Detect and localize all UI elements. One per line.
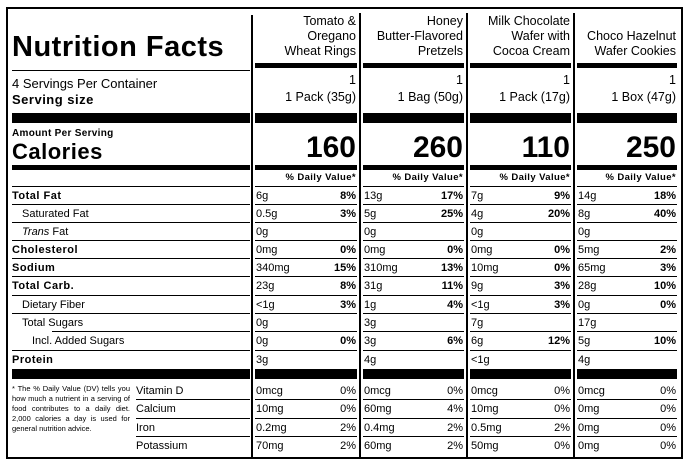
vitamin-daily-value: 2% <box>340 422 356 434</box>
nutrient-daily-value: 9% <box>554 190 570 202</box>
nutrient-daily-value: 3% <box>554 280 570 292</box>
vitamin-amount: 0.2mg <box>256 422 287 434</box>
nutrient-amount: 4g <box>364 354 377 366</box>
vitamin-daily-value: 0% <box>554 385 570 397</box>
nutrient-daily-value: 3% <box>554 299 570 311</box>
product-serving-size: 1 Box (47g) <box>611 90 676 104</box>
nutrient-value-row <box>471 205 570 223</box>
nutrient-value-row <box>256 223 356 241</box>
nutrient-value-row <box>256 277 356 295</box>
nutrient-amount: 310mg <box>364 262 398 274</box>
vitamin-row-label <box>136 419 250 437</box>
title-divider <box>12 70 250 71</box>
thick-divider <box>363 113 464 123</box>
vitamin-name: Potassium <box>136 440 188 452</box>
vitamin-amount: 0.4mg <box>364 422 395 434</box>
nutrient-daily-value: 8% <box>340 280 356 292</box>
product-name-line: Cocoa Cream <box>492 44 570 58</box>
product-column <box>362 9 465 457</box>
nutrient-row-label <box>12 223 250 241</box>
nutrient-amount: 0g <box>364 226 377 238</box>
nutrient-daily-value: 0% <box>340 335 356 347</box>
vitamin-value-row <box>256 400 356 418</box>
nutrient-row-label <box>12 277 250 295</box>
vitamin-daily-value: 0% <box>447 385 463 397</box>
product-header-divider <box>363 63 464 68</box>
nutrient-name: Cholesterol <box>12 244 79 256</box>
nutrient-amount: 7g <box>471 317 484 329</box>
nutrient-amount: <1g <box>256 299 275 311</box>
nutrient-amount: 9g <box>471 280 484 292</box>
nutrient-value-row <box>364 277 463 295</box>
nutrient-daily-value: 4% <box>447 299 463 311</box>
nutrient-amount: 4g <box>578 354 591 366</box>
nutrient-amount: 23g <box>256 280 275 292</box>
nutrient-amount: 0g <box>256 335 269 347</box>
nutrient-name: Total Carb. <box>12 280 75 292</box>
nutrient-amount: 0g <box>471 226 484 238</box>
nutrient-value-row <box>578 314 676 332</box>
vitamin-daily-value: 4% <box>447 403 463 415</box>
product-name-line: Tomato & <box>303 14 356 28</box>
nutrient-value-row <box>471 314 570 332</box>
thick-divider-bottom <box>470 369 571 379</box>
nutrient-daily-value: 13% <box>440 262 463 274</box>
vitamin-value-row <box>578 382 676 400</box>
nutrient-value-row <box>471 296 570 314</box>
nutrient-daily-value: 40% <box>653 208 676 220</box>
nutrient-value-row <box>578 205 676 223</box>
nutrient-value-row <box>578 351 676 369</box>
nutrient-row-label <box>12 314 250 332</box>
nutrient-value-row <box>578 332 676 350</box>
vitamin-value-row <box>364 437 463 455</box>
nutrient-value-row <box>256 187 356 205</box>
vitamin-daily-value: 2% <box>447 440 463 452</box>
product-name-line: Oregano <box>307 29 356 43</box>
nutrient-value-row <box>364 205 463 223</box>
vitamin-amount: 0mg <box>578 422 600 434</box>
nutrient-value-row <box>471 241 570 259</box>
nutrient-value-row <box>578 223 676 241</box>
nutrient-row-label <box>12 296 250 314</box>
nutrient-amount: 0mg <box>256 244 278 256</box>
vitamin-daily-value: 0% <box>660 422 676 434</box>
thick-divider <box>255 113 357 123</box>
product-calories: 110 <box>521 131 570 164</box>
product-name-line: Choco Hazelnut <box>587 29 676 43</box>
vitamin-value-row <box>471 419 570 437</box>
nutrient-amount: 0.5g <box>256 208 278 220</box>
medium-divider <box>577 165 677 170</box>
vitamin-daily-value: 2% <box>447 422 463 434</box>
nutrient-value-row <box>471 277 570 295</box>
vitamin-value-row <box>364 419 463 437</box>
nutrient-value-row <box>364 296 463 314</box>
nutrient-daily-value: 25% <box>440 208 463 220</box>
nutrient-daily-value: 0% <box>447 244 463 256</box>
nutrient-amount: 0mg <box>364 244 386 256</box>
product-header-divider <box>255 63 357 68</box>
amount-per-serving: Amount Per Serving <box>12 128 114 139</box>
medium-divider <box>363 165 464 170</box>
product-name-line: Honey <box>426 14 463 28</box>
serving-size-label: Serving size <box>12 92 94 107</box>
product-name-line: Pretzels <box>417 44 463 58</box>
product-name-line: Butter-Flavored <box>376 29 463 43</box>
nutrient-amount: 3g <box>364 317 377 329</box>
thick-divider <box>12 113 250 123</box>
medium-divider <box>470 165 571 170</box>
nutrient-value-row <box>364 223 463 241</box>
nutrient-daily-value: 10% <box>653 280 676 292</box>
nutrient-name: Sodium <box>12 262 56 274</box>
product-servings: 1 <box>563 73 570 87</box>
nutrient-amount: 14g <box>578 190 597 202</box>
nutrient-amount: 6g <box>256 190 269 202</box>
nutrient-daily-value: 3% <box>340 299 356 311</box>
nutrient-name: Dietary Fiber <box>22 299 85 311</box>
nutrient-value-row <box>578 187 676 205</box>
nutrient-value-row <box>364 187 463 205</box>
vitamin-amount: 0mcg <box>256 385 283 397</box>
nutrient-amount: 4g <box>471 208 484 220</box>
column-separator <box>359 13 361 457</box>
nutrient-amount: 0g <box>578 226 591 238</box>
column-separator <box>251 15 253 457</box>
product-column <box>254 9 358 457</box>
nutrient-amount: 3g <box>256 354 269 366</box>
vitamin-value-row <box>256 419 356 437</box>
nutrient-value-row <box>578 241 676 259</box>
nutrient-value-row <box>471 351 570 369</box>
vitamin-value-row <box>364 382 463 400</box>
nutrient-name-suffix: Fat <box>49 226 69 238</box>
nutrient-amount: 3g <box>364 335 377 347</box>
vitamin-daily-value: 0% <box>554 403 570 415</box>
thick-divider-bottom <box>12 369 250 379</box>
vitamin-daily-value: 0% <box>660 403 676 415</box>
vitamin-amount: 0mg <box>578 440 600 452</box>
nutrient-daily-value: 0% <box>660 299 676 311</box>
nutrient-row-label <box>12 332 250 350</box>
nutrient-value-row <box>256 314 356 332</box>
nutrient-daily-value: 0% <box>340 244 356 256</box>
nutrient-row-label <box>12 241 250 259</box>
vitamin-name: Calcium <box>136 403 176 415</box>
product-column <box>576 9 678 457</box>
nutrition-facts-label <box>6 7 683 459</box>
nutrient-value-row <box>471 223 570 241</box>
nutrient-value-row <box>256 351 356 369</box>
vitamin-daily-value: 0% <box>340 403 356 415</box>
vitamin-row-label <box>136 400 250 418</box>
nutrient-amount: 6g <box>471 335 484 347</box>
nutrient-row-label <box>12 187 250 205</box>
nutrient-daily-value: 3% <box>660 262 676 274</box>
nutrient-row-label <box>12 205 250 223</box>
vitamin-value-row <box>256 382 356 400</box>
vitamin-amount: 70mg <box>256 440 284 452</box>
nutrient-daily-value: 0% <box>554 244 570 256</box>
nutrient-value-row <box>364 332 463 350</box>
nutrient-name: Protein <box>12 354 54 366</box>
product-header-divider <box>470 63 571 68</box>
vitamin-amount: 10mg <box>471 403 499 415</box>
vitamin-amount: 0mg <box>578 403 600 415</box>
nutrient-daily-value: 2% <box>660 244 676 256</box>
nutrient-amount: 0mg <box>471 244 493 256</box>
vitamin-name: Vitamin D <box>136 385 184 397</box>
nutrient-value-row <box>256 259 356 277</box>
nutrient-amount: 17g <box>578 317 597 329</box>
nutrient-value-row <box>578 296 676 314</box>
nutrient-amount: 31g <box>364 280 383 292</box>
vitamin-value-row <box>578 400 676 418</box>
vitamin-amount: 0mcg <box>578 385 605 397</box>
nutrient-daily-value: 6% <box>447 335 463 347</box>
nutrient-daily-value: 0% <box>554 262 570 274</box>
nutrient-amount: <1g <box>471 354 490 366</box>
nutrient-value-row <box>364 351 463 369</box>
nutrient-amount: 7g <box>471 190 484 202</box>
nutrient-amount: 5mg <box>578 244 600 256</box>
product-serving-size: 1 Bag (50g) <box>397 90 463 104</box>
vitamin-daily-value: 2% <box>554 422 570 434</box>
servings-per-container: 4 Servings Per Container <box>12 76 158 91</box>
nutrient-daily-value: 17% <box>440 190 463 202</box>
vitamin-value-row <box>578 437 676 455</box>
nutrient-name: Saturated Fat <box>22 208 89 220</box>
vitamin-row-label <box>136 382 250 400</box>
product-name-line: Milk Chocolate <box>488 14 570 28</box>
vitamin-amount: 60mg <box>364 403 392 415</box>
nutrient-amount: 0g <box>256 317 269 329</box>
product-name-line: Wafer with <box>511 29 570 43</box>
nutrient-amount: 8g <box>578 208 591 220</box>
nutrient-name: Total Fat <box>12 190 62 202</box>
vitamin-value-row <box>256 437 356 455</box>
nutrient-amount: 28g <box>578 280 597 292</box>
vitamin-value-row <box>471 382 570 400</box>
product-serving-size: 1 Pack (17g) <box>499 90 570 104</box>
nutrient-amount: 0g <box>578 299 591 311</box>
nutrient-name: Total Sugars <box>22 317 84 329</box>
daily-value-header: % Daily Value* <box>605 172 676 183</box>
column-separator <box>466 13 468 457</box>
thick-divider-bottom <box>577 369 677 379</box>
nutrient-value-row <box>364 241 463 259</box>
nutrient-row-label <box>12 351 250 369</box>
product-servings: 1 <box>456 73 463 87</box>
nutrient-name-italic: Trans <box>22 226 50 238</box>
nutrient-amount: <1g <box>471 299 490 311</box>
product-column <box>469 9 572 457</box>
daily-value-header: % Daily Value* <box>392 172 463 183</box>
thick-divider <box>470 113 571 123</box>
vitamin-amount: 0mcg <box>364 385 391 397</box>
vitamin-amount: 0mcg <box>471 385 498 397</box>
label-left-column <box>12 9 250 457</box>
nutrient-row-label <box>12 259 250 277</box>
product-name-line: Wafer Cookies <box>594 44 676 58</box>
nutrient-daily-value: 10% <box>653 335 676 347</box>
nutrient-name: Incl. Added Sugars <box>32 335 125 347</box>
nutrient-amount: 65mg <box>578 262 606 274</box>
nutrient-daily-value: 8% <box>340 190 356 202</box>
nutrient-daily-value: 12% <box>547 335 570 347</box>
vitamin-daily-value: 0% <box>340 385 356 397</box>
vitamin-amount: 60mg <box>364 440 392 452</box>
nutrient-value-row <box>256 332 356 350</box>
medium-divider <box>12 165 250 170</box>
nutrient-value-row <box>471 259 570 277</box>
nutrient-amount: 13g <box>364 190 383 202</box>
nutrient-daily-value: 15% <box>333 262 356 274</box>
nutrient-value-row <box>578 259 676 277</box>
nutrient-value-row <box>256 296 356 314</box>
product-serving-size: 1 Pack (35g) <box>285 90 356 104</box>
nutrient-daily-value: 18% <box>653 190 676 202</box>
vitamin-amount: 10mg <box>256 403 284 415</box>
vitamin-daily-value: 0% <box>660 385 676 397</box>
nutrient-value-row <box>578 277 676 295</box>
product-servings: 1 <box>669 73 676 87</box>
product-calories: 250 <box>625 131 676 164</box>
nutrient-value-row <box>471 332 570 350</box>
thick-divider-bottom <box>255 369 357 379</box>
vitamin-amount: 50mg <box>471 440 499 452</box>
vitamin-name: Iron <box>136 422 155 434</box>
vitamin-value-row <box>471 437 570 455</box>
vitamin-value-row <box>471 400 570 418</box>
vitamin-daily-value: 0% <box>660 440 676 452</box>
product-calories: 260 <box>412 131 463 164</box>
thick-divider <box>577 113 677 123</box>
calories-label: Calories <box>12 139 103 164</box>
nutrient-amount: 1g <box>364 299 377 311</box>
nutrient-value-row <box>364 314 463 332</box>
product-servings: 1 <box>349 73 356 87</box>
vitamin-daily-value: 2% <box>340 440 356 452</box>
nutrient-amount: 10mg <box>471 262 499 274</box>
daily-value-footnote: * The % Daily Value (DV) tells you how much a nutrient in a serving of food contributes to a daily diet. 2,000 calories a day is used for general nutrition advice. <box>12 384 130 433</box>
medium-divider <box>255 165 357 170</box>
nutrient-value-row <box>471 187 570 205</box>
daily-value-header: % Daily Value* <box>499 172 570 183</box>
nutrient-daily-value: 20% <box>547 208 570 220</box>
nutrient-amount: 340mg <box>256 262 290 274</box>
nutrient-daily-value: 3% <box>340 208 356 220</box>
product-calories: 160 <box>305 131 356 164</box>
nutrient-daily-value: 11% <box>441 280 463 292</box>
product-name-line: Wheat Rings <box>284 44 356 58</box>
daily-value-header: % Daily Value* <box>285 172 356 183</box>
nutrient-amount: 5g <box>578 335 591 347</box>
nutrient-value-row <box>364 259 463 277</box>
nutrient-amount: 0g <box>256 226 269 238</box>
column-separator <box>573 13 575 457</box>
vitamin-daily-value: 0% <box>554 440 570 452</box>
product-header-divider <box>577 63 677 68</box>
thick-divider-bottom <box>363 369 464 379</box>
vitamin-value-row <box>364 400 463 418</box>
nutrient-value-row <box>256 241 356 259</box>
nutrient-amount: 5g <box>364 208 377 220</box>
vitamin-amount: 0.5mg <box>471 422 502 434</box>
nutrient-value-row <box>256 205 356 223</box>
vitamin-row-label <box>136 437 250 455</box>
vitamin-value-row <box>578 419 676 437</box>
label-title: Nutrition Facts <box>12 31 225 63</box>
